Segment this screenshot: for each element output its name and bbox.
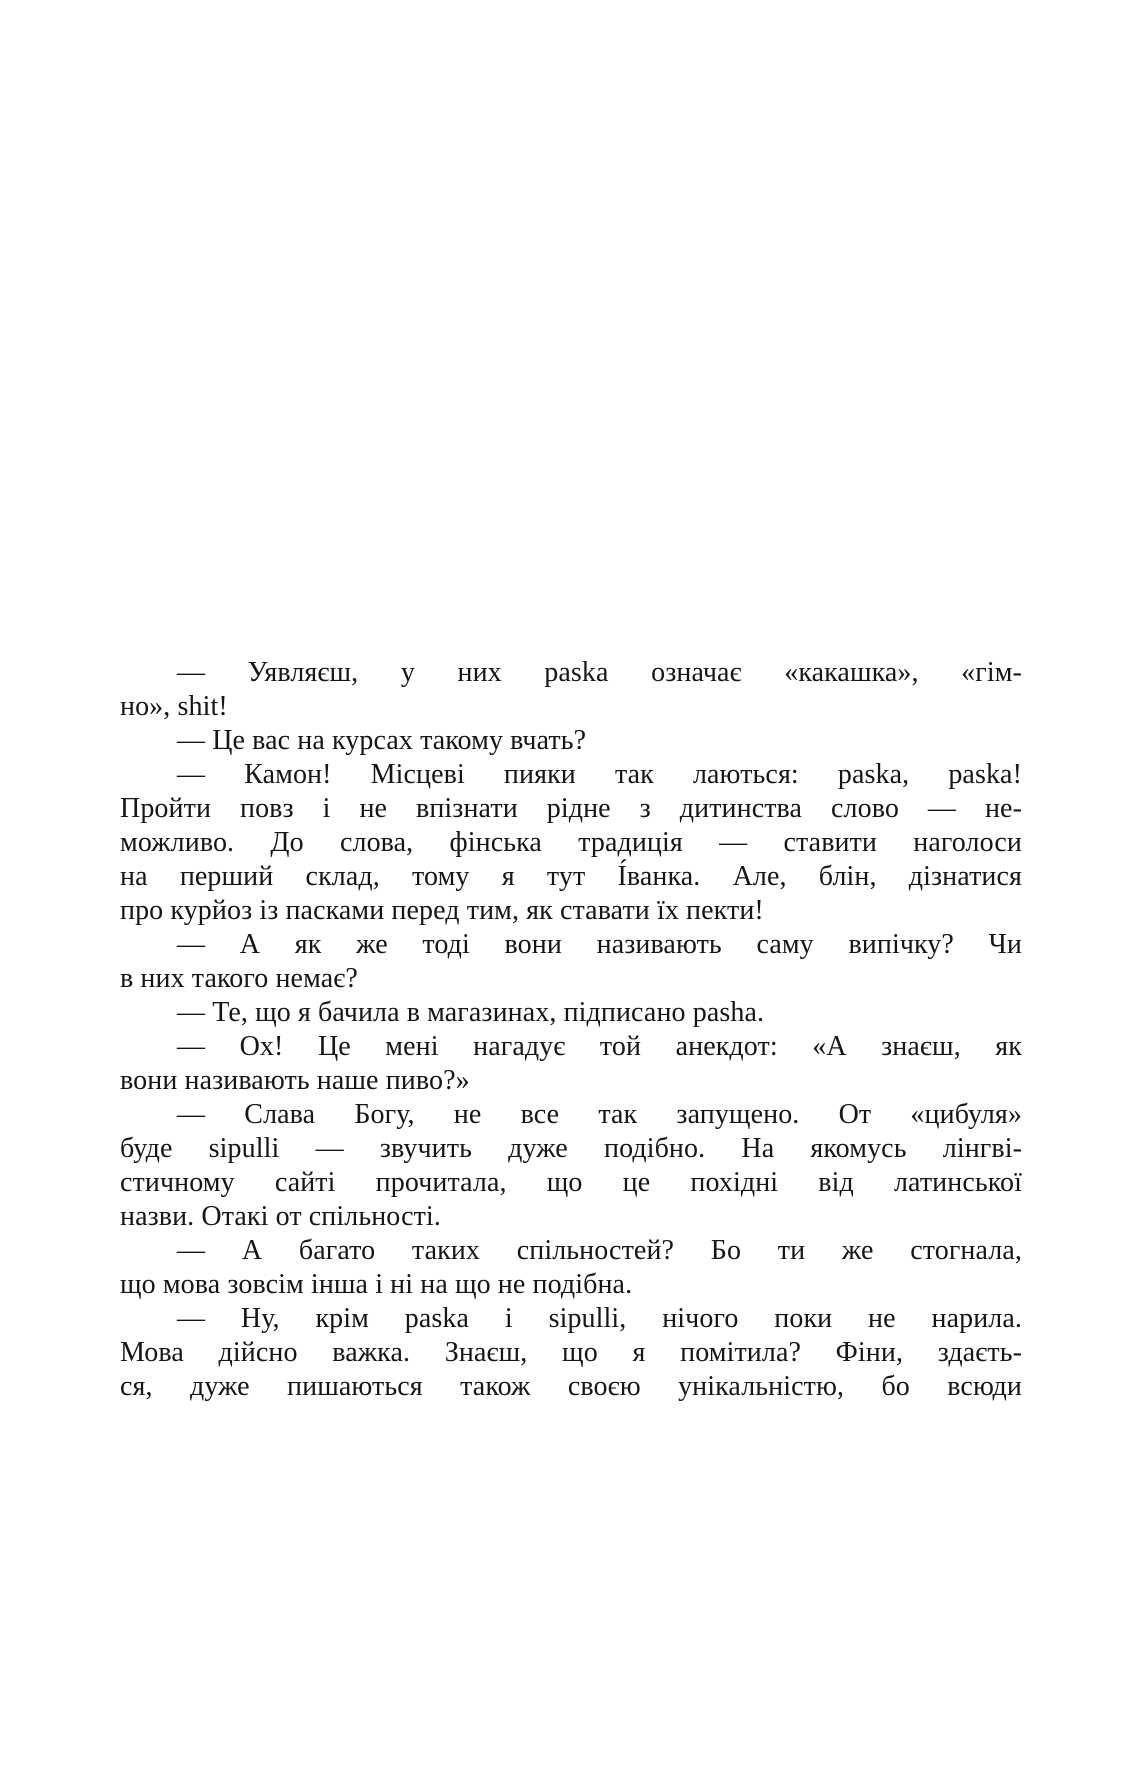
text-line: можливо. До слова, фінська традиція — ставити наголоси [120, 827, 1022, 858]
text-line: про курйоз із пасками перед тим, як ставати їх пекти! [120, 895, 764, 926]
paragraph [120, 656, 1022, 724]
text-line: ся, дуже пишаються також своєю унікальністю, бо всюди [120, 1371, 1022, 1402]
text-line: но», shit! [120, 691, 228, 722]
text-line: — Це вас на курсах такому вчать? [177, 725, 587, 756]
text-line: Пройти повз і не впізнати рідне з дитинства слово — не- [120, 793, 1022, 824]
text-line: буде sipulli — звучить дуже подібно. На якомусь лінгві- [120, 1133, 1022, 1164]
text-line: — Те, що я бачила в магазинах, підписано pasha. [177, 997, 765, 1028]
paragraph [120, 1030, 1022, 1098]
text-line: — А багато таких спільностей? Бо ти же стогнала, [177, 1235, 1022, 1266]
text-line: назви. Отакі от спільності. [120, 1201, 441, 1232]
text-line: стичному сайті прочитала, що це похідні від латинської [120, 1167, 1022, 1198]
text-line: — Камон! Місцеві пияки так лаються: paska, paska! [177, 759, 1022, 790]
paragraph [120, 1302, 1022, 1404]
paragraph [120, 1234, 1022, 1302]
paragraph [120, 758, 1022, 928]
text-line: в них такого немає? [120, 963, 358, 994]
text-line: — Слава Богу, не все так запущено. От «цибуля» [177, 1099, 1022, 1130]
paragraph [120, 724, 1022, 758]
text-line: — Ох! Це мені нагадує той анекдот: «А знаєш, як [177, 1031, 1022, 1062]
text-line: — А як же тоді вони називають саму випічку? Чи [177, 929, 1022, 960]
paragraph [120, 1098, 1022, 1234]
paragraph [120, 928, 1022, 996]
text-line: — Уявляєш, у них paska означає «какашка», «гім- [177, 657, 1022, 688]
text-line: на перший склад, тому я тут І́ванка. Але, блін, дізнатися [120, 861, 1022, 892]
text-line: — Ну, крім paska і sipulli, нічого поки не нарила. [177, 1303, 1022, 1334]
text-line: Мова дійсно важка. Знаєш, що я помітила? Фіни, здаєть- [120, 1337, 1022, 1368]
paragraph [120, 996, 1022, 1030]
text-line: що мова зовсім інша і ні на що не подібна. [120, 1269, 633, 1300]
text-line: вони називають наше пиво?» [120, 1065, 470, 1096]
text-block [120, 656, 1022, 1404]
